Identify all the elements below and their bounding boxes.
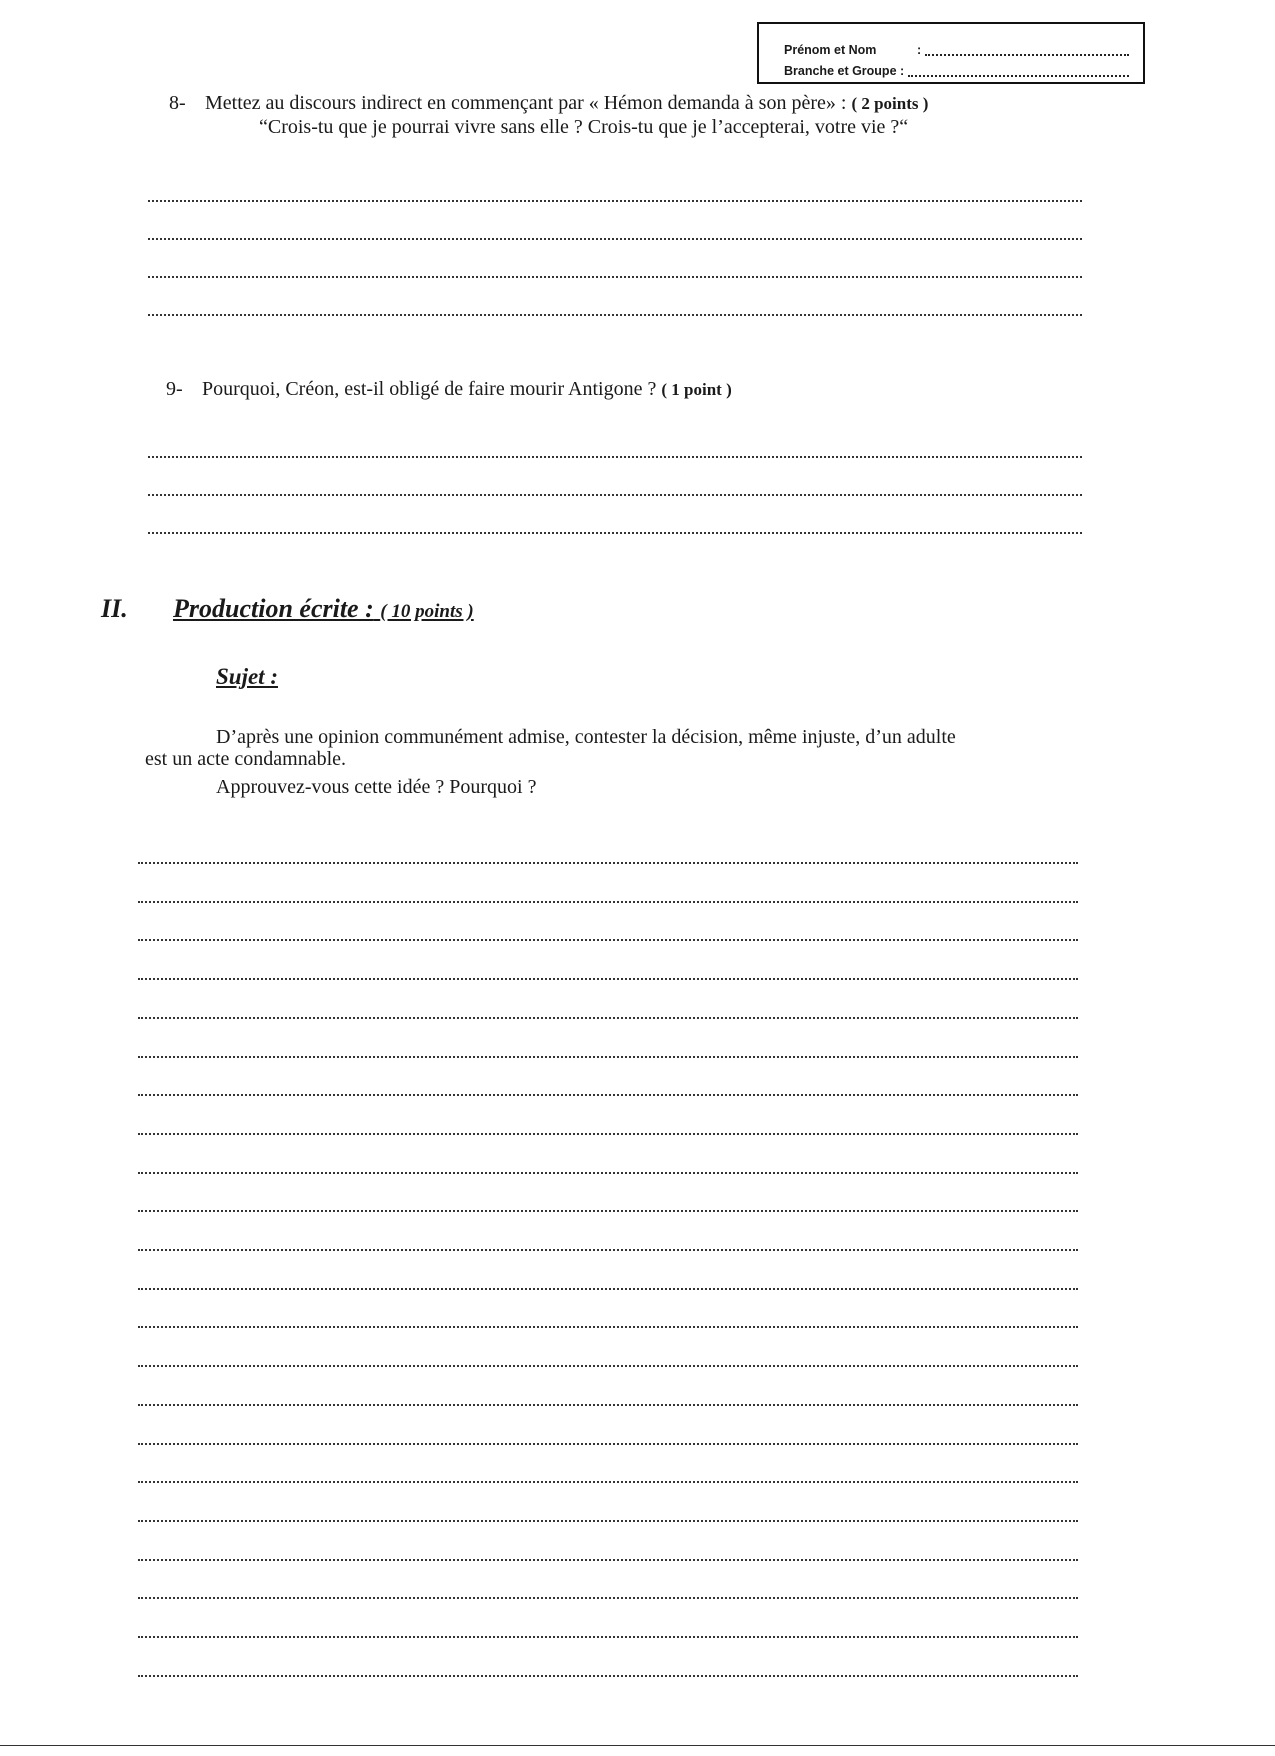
answer-line[interactable] (148, 238, 1082, 240)
writing-line[interactable] (138, 1056, 1078, 1058)
sujet-label: Sujet : (216, 664, 278, 689)
writing-line[interactable] (138, 1559, 1078, 1561)
sujet-line-2: est un acte condamnable. (145, 748, 347, 770)
answer-line[interactable] (148, 494, 1082, 496)
student-id-box (757, 22, 1145, 84)
question-9 (166, 378, 732, 401)
writing-line[interactable] (138, 1094, 1078, 1096)
name-row (784, 40, 1129, 56)
writing-line[interactable] (138, 1481, 1078, 1483)
answer-line[interactable] (148, 276, 1082, 278)
question-8-points: ( 2 points ) (851, 94, 929, 113)
name-colon: : (917, 42, 922, 57)
question-9-number: 9- (166, 378, 183, 400)
writing-line[interactable] (138, 901, 1078, 903)
question-8-text: Mettez au discours indirect en commençant par « Hémon demanda à son père» : (205, 92, 847, 114)
question-8 (169, 92, 928, 115)
writing-line[interactable] (138, 978, 1078, 980)
question-9-points: ( 1 point ) (661, 380, 732, 399)
writing-line[interactable] (138, 1288, 1078, 1290)
name-field[interactable] (925, 44, 1129, 56)
section-heading (101, 594, 474, 624)
group-row (784, 61, 1129, 77)
bottom-rule (0, 1745, 1275, 1746)
question-8-quote: “Crois-tu que je pourrai vivre sans elle ? Crois-tu que je l’accepterai, votre vie ?“ (259, 116, 909, 138)
writing-line[interactable] (138, 1017, 1078, 1019)
writing-line[interactable] (138, 1133, 1078, 1135)
writing-line[interactable] (138, 1675, 1078, 1677)
writing-line[interactable] (138, 1210, 1078, 1212)
writing-line[interactable] (138, 1636, 1078, 1638)
writing-line[interactable] (138, 1520, 1078, 1522)
name-label: Prénom et Nom (784, 42, 877, 57)
sujet-line-1: D’après une opinion communément admise, contester la décision, même injuste, d’un adulte (216, 726, 956, 748)
group-field[interactable] (908, 65, 1129, 77)
section-number: II. (101, 594, 128, 623)
section-title (173, 594, 474, 623)
question-8-number: 8- (169, 92, 186, 114)
sujet-line-3: Approuvez-vous cette idée ? Pourquoi ? (216, 776, 537, 798)
writing-line[interactable] (138, 1365, 1078, 1367)
writing-line[interactable] (138, 1249, 1078, 1251)
writing-line[interactable] (138, 862, 1078, 864)
group-label: Branche et Groupe : (784, 63, 905, 78)
section-title-text: Production écrite : (173, 594, 374, 623)
writing-line[interactable] (138, 1597, 1078, 1599)
answer-line[interactable] (148, 314, 1082, 316)
writing-line[interactable] (138, 939, 1078, 941)
question-9-text: Pourquoi, Créon, est-il obligé de faire mourir Antigone ? (202, 378, 657, 400)
writing-line[interactable] (138, 1443, 1078, 1445)
answer-line[interactable] (148, 200, 1082, 202)
answer-line[interactable] (148, 532, 1082, 534)
writing-line[interactable] (138, 1172, 1078, 1174)
answer-line[interactable] (148, 456, 1082, 458)
section-points: ( 10 points ) (380, 601, 474, 622)
writing-line[interactable] (138, 1404, 1078, 1406)
writing-line[interactable] (138, 1326, 1078, 1328)
